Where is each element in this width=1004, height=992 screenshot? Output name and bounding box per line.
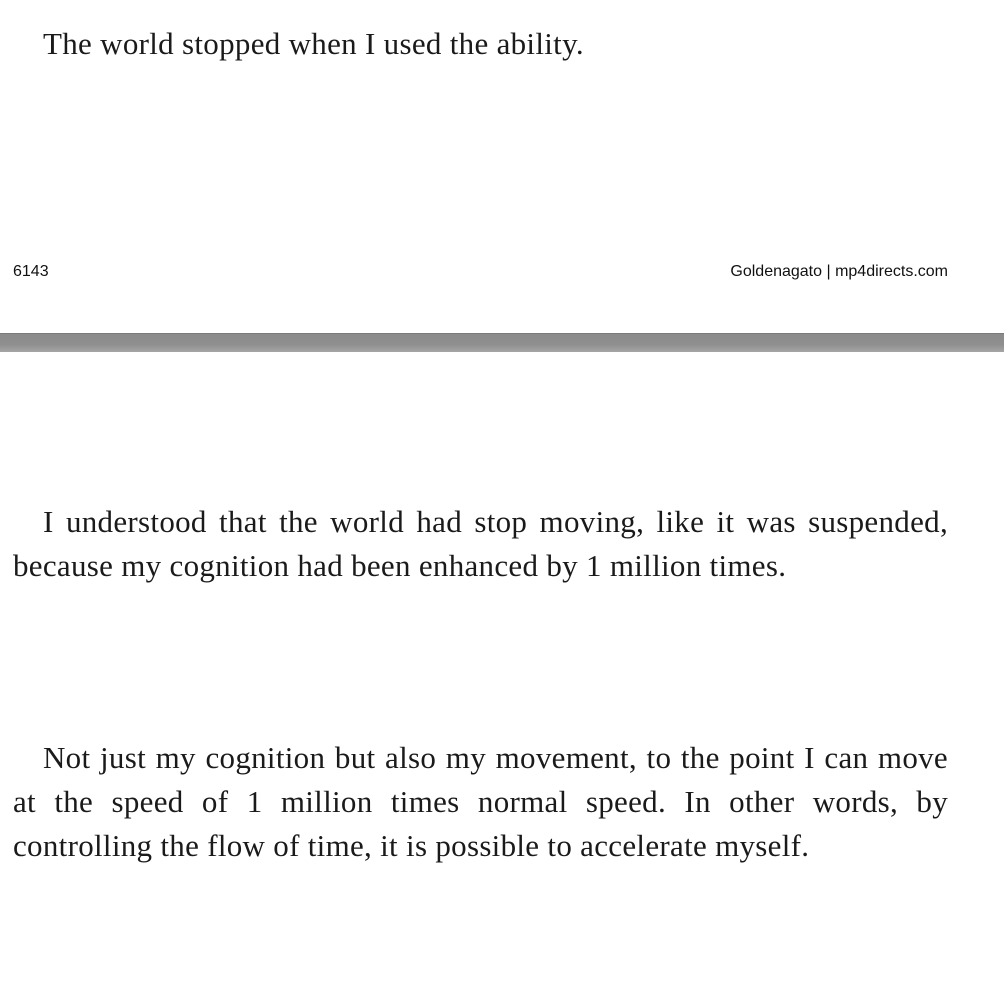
current-page: [0, 352, 1004, 992]
page-separator: [0, 333, 1004, 352]
previous-page: [0, 0, 1004, 333]
paragraph: Not just my cognition but also my movement, to the point I can move at the speed of 1 million times normal speed. In other words, by controlling the flow of time, it is possible to accelerate myself.: [13, 740, 948, 863]
page-number: 6143: [13, 263, 49, 280]
paragraph: The world stopped when I used the ability.: [43, 26, 584, 61]
footer-credit: Goldenagato | mp4directs.com: [730, 263, 948, 280]
paragraph: I understood that the world had stop moving, like it was suspended, because my cognition had been enhanced by 1 million times.: [13, 504, 948, 583]
